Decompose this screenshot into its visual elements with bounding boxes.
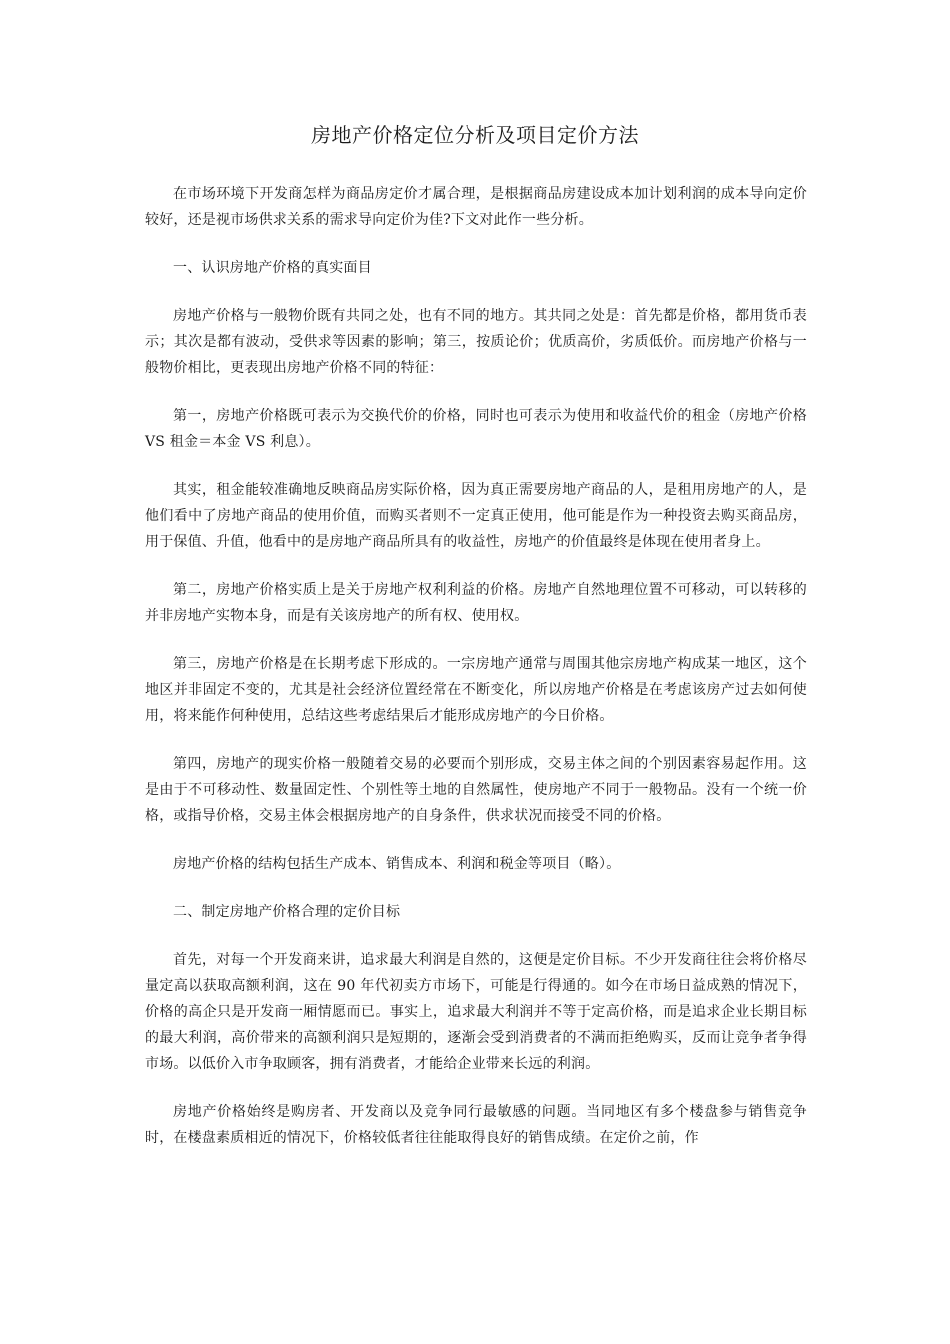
paragraph: 第二，房地产价格实质上是关于房地产权利利益的价格。房地产自然地理位置不可移动，可以转移的并非房地产实物本身，而是有关该房地产的所有权、使用权。 <box>145 582 807 624</box>
paragraph-intro: 在市场环境下开发商怎样为商品房定价才属合理，是根据商品房建设成本加计划利润的成本导向定价较好，还是视市场供求关系的需求导向定价为佳?下文对此作一些分析。 <box>145 186 807 228</box>
paragraph: 其实，租金能较准确地反映商品房实际价格，因为真正需要房地产商品的人，是租用房地产的人，是他们看中了房地产商品的使用价值，而购买者则不一定真正使用，他可能是作为一种投资去购买商品房，用于保值、升值，他看中的是房地产商品所具有的收益性，房地产的价值最终是体现在使用者身上。 <box>145 482 807 550</box>
paragraph: 房地产价格的结构包括生产成本、销售成本、利润和税金等项目（略）。 <box>173 856 621 872</box>
paragraph: 房地产价格始终是购房者、开发商以及竞争同行最敏感的问题。当同地区有多个楼盘参与销售竞争时，在楼盘素质相近的情况下，价格较低者往往能取得良好的销售成绩。在定价之前，作 <box>145 1104 807 1146</box>
document-body <box>145 181 807 1173</box>
document-title: 房地产价格定位分析及项目定价方法 <box>311 123 639 147</box>
paragraph: 第一，房地产价格既可表示为交换代价的价格，同时也可表示为使用和收益代价的租金（房地产价格 VS 租金＝本金 VS 利息）。 <box>145 408 807 450</box>
section-heading-1: 一、认识房地产价格的真实面目 <box>173 260 372 276</box>
paragraph: 第四，房地产的现实价格一般随着交易的必要而个别形成，交易主体之间的个别因素容易起作用。这是由于不可移动性、数量固定性、个别性等土地的自然属性，使房地产不同于一般物品。没有一个统一价格，或指导价格，交易主体会根据房地产的自身条件，供求状况而接受不同的价格。 <box>145 756 807 824</box>
paragraph: 第三，房地产价格是在长期考虑下形成的。一宗房地产通常与周围其他宗房地产构成某一地区，这个地区并非固定不变的，尤其是社会经济位置经常在不断变化，所以房地产价格是在考虑该房产过去如何使用，将来能作何种使用，总结这些考虑结果后才能形成房地产的今日价格。 <box>145 656 807 724</box>
section-heading-2: 二、制定房地产价格合理的定价目标 <box>173 904 401 920</box>
paragraph: 房地产价格与一般物价既有共同之处，也有不同的地方。其共同之处是：首先都是价格，都用货币表示；其次是都有波动，受供求等因素的影响；第三，按质论价；优质高价，劣质低价。而房地产价格与一般物价相比，更表现出房地产价格不同的特征： <box>145 308 807 376</box>
paragraph: 首先，对每一个开发商来讲，追求最大利润是自然的，这便是定价目标。不少开发商往往会将价格尽量定高以获取高额利润，这在 90 年代初卖方市场下，可能是行得通的。如今在市场日益成熟的情况下，价格的高企只是开发商一厢情愿而已。事实上，追求最大利润并不等于定高价格，而是追求企业长期目标的最大利润，高价带来的高额利润只是短期的，逐渐会受到消费者的不满而拒绝购买，反而让竞争者争得市场。以低价入市争取顾客，拥有消费者，才能给企业带来长远的利润。 <box>145 952 807 1072</box>
